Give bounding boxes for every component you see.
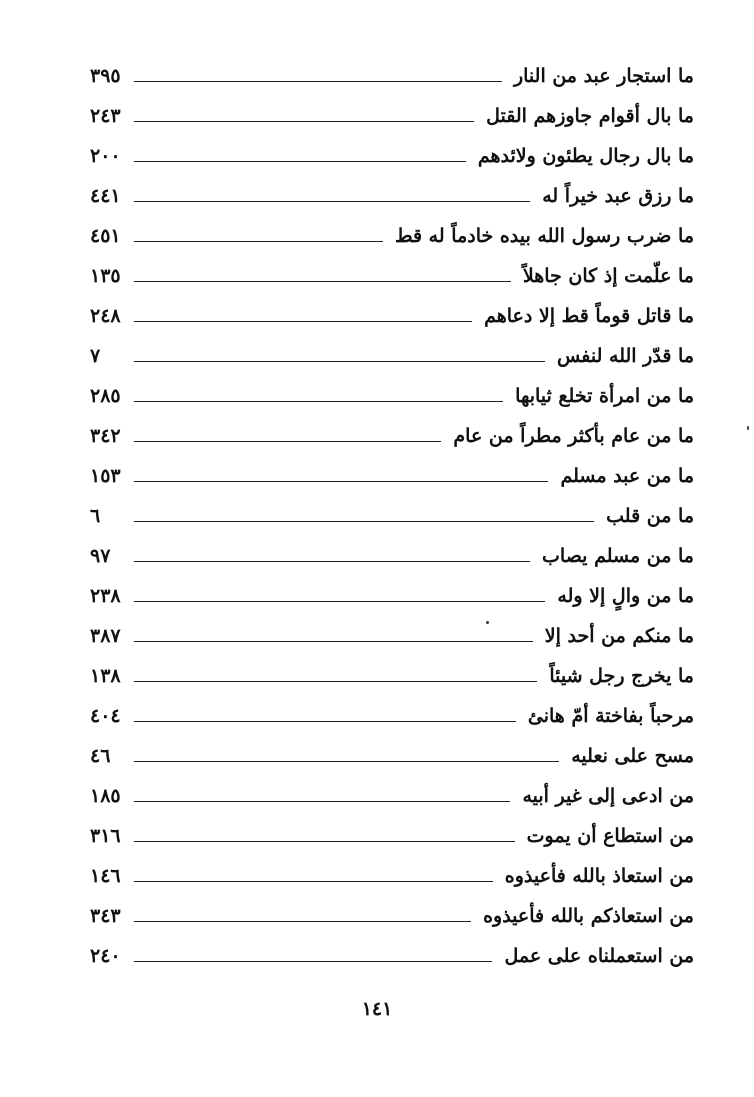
dot-leader [134,441,441,442]
entry-title: ما من مسلم يصاب [542,545,694,567]
entry-title: ما ضرب رسول الله بيده خادماً له قط [394,225,694,247]
index-entry [90,696,694,736]
dot-leader [134,961,492,962]
entry-title: ما قدّر الله لنفس [557,345,694,367]
entry-title: من استعاذ بالله فأعيذوه [504,865,694,887]
index-entry [90,816,694,856]
dot-leader [134,681,537,682]
dot-leader [134,801,510,802]
dot-leader [134,281,511,282]
dot-leader [134,921,471,922]
entry-title: ما من عام بأكثر مطراً من عام [453,425,694,447]
entry-page-number: ٩٧ [90,545,111,567]
index-entry [90,936,694,976]
entry-page-number: ١٥٣ [90,465,121,487]
dot-leader [134,321,472,322]
index-entry [90,336,694,376]
entry-title: ما قاتل قوماً قط إلا دعاهم [484,305,694,327]
entry-page-number: ٢٤٠ [90,945,121,967]
entry-page-number: ٦ [90,505,101,527]
entry-title: ما من عبد مسلم [560,465,694,487]
entry-page-number: ٢٠٠ [90,145,121,167]
index-entry [90,376,694,416]
entry-page-number: ٢٨٥ [90,385,121,407]
dot-leader [134,121,474,122]
index-entry [90,536,694,576]
entry-page-number: ١٣٥ [90,265,121,287]
index-entry [90,496,694,536]
index-entry [90,96,694,136]
entry-page-number: ٢٣٨ [90,585,121,607]
index-entry [90,176,694,216]
index-entry [90,296,694,336]
entry-title: من استعاذكم بالله فأعيذوه [483,905,694,927]
entry-page-number: ٤٤١ [90,185,121,207]
dot-leader [134,881,493,882]
print-speck [486,621,489,624]
index-entry [90,616,694,656]
index-entry [90,456,694,496]
index-entry [90,856,694,896]
index-entry [90,256,694,296]
dot-leader [134,81,502,82]
entry-title: من استطاع أن يموت [526,825,694,847]
page-number-footer: ١٤١ [361,998,393,1020]
index-entry [90,56,694,96]
dot-leader [134,401,503,402]
dot-leader [134,201,530,202]
entry-page-number: ٣١٦ [90,825,121,847]
entry-title: ما علّمت إذ كان جاهلاً [522,265,694,287]
index-entry [90,416,694,456]
entry-title: ما منكم من أحد إلا [544,625,694,647]
entry-page-number: ٧ [90,345,101,367]
entry-page-number: ١٤٦ [90,865,121,887]
dot-leader [134,601,545,602]
entry-page-number: ٢٤٨ [90,305,121,327]
entry-page-number: ٣٤٣ [90,905,121,927]
dot-leader [134,761,559,762]
entry-page-number: ١٣٨ [90,665,121,687]
entry-page-number: ٢٤٣ [90,105,121,127]
entry-title: ما رزق عبد خيراً له [542,185,694,207]
entry-title: ما من قلب [606,505,694,527]
index-entry [90,736,694,776]
entry-title: من استعملناه على عمل [504,945,694,967]
dot-leader [134,481,548,482]
index-entry [90,776,694,816]
index-entry [90,136,694,176]
index-entry [90,576,694,616]
entry-title: مرحباً بفاختة أمّ هانئ [527,705,694,727]
dot-leader [134,561,530,562]
dot-leader [134,241,383,242]
dot-leader [134,641,533,642]
entry-page-number: ٣٤٢ [90,425,121,447]
dot-leader [134,521,594,522]
entry-title: ما يخرج رجل شيئاً [549,665,694,687]
entry-title: من ادعى إلى غير أبيه [522,785,694,807]
print-speck [747,426,749,430]
entry-page-number: ٣٩٥ [90,65,121,87]
entry-title: ما من امرأة تخلع ثيابها [515,385,694,407]
dot-leader [134,841,515,842]
index-entry [90,216,694,256]
index-entry [90,656,694,696]
hadith-index-list [90,56,694,976]
dot-leader [134,721,516,722]
entry-page-number: ٤٥١ [90,225,121,247]
dot-leader [134,361,545,362]
entry-title: ما بال رجال يطئون ولائدهم [477,145,694,167]
entry-title: ما بال أقوام جاوزهم القتل [486,105,694,127]
entry-page-number: ٤٦ [90,745,111,767]
entry-title: ما استجار عبد من النار [513,65,694,87]
entry-page-number: ٤٠٤ [90,705,121,727]
index-entry [90,896,694,936]
entry-title: مسح على نعليه [571,745,694,767]
dot-leader [134,161,466,162]
entry-page-number: ٣٨٧ [90,625,121,647]
entry-title: ما من والٍ إلا وله [557,585,694,607]
entry-page-number: ١٨٥ [90,785,121,807]
